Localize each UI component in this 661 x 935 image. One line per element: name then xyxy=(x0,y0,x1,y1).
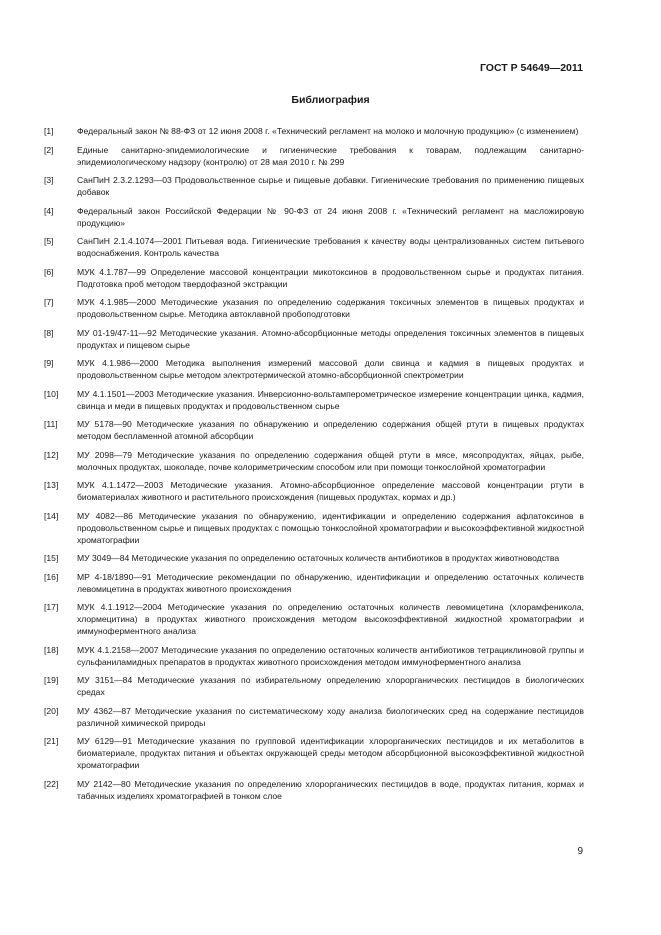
entry-number: [13] xyxy=(44,480,59,490)
page-title: Библиография xyxy=(291,94,370,106)
bibliography-entry xyxy=(44,510,584,546)
entry-number: [11] xyxy=(44,419,58,429)
standard-code: ГОСТ Р 54649—2011 xyxy=(479,62,583,74)
bibliography-entry xyxy=(44,327,584,351)
entry-number: [7] xyxy=(44,297,54,307)
entry-text: Единые санитарно-эпидемиологические и гигиенические требования к товарам, подлежащим санитарно-эпидемиологическому надзору (контролю) от 28 мая 2010 г. № 299 xyxy=(77,144,584,167)
bibliography-entry xyxy=(44,778,584,802)
bibliography-entry xyxy=(44,357,584,381)
entry-number: [12] xyxy=(44,449,59,460)
entry-number: [6] xyxy=(44,266,54,277)
entry-text: МУ 5178—90 Методические указания по обнаружению и определению содержания общей ртути в пищевых продуктах методом беспламенной атомной абсорбции xyxy=(77,419,584,441)
bibliography-entry xyxy=(44,601,584,637)
bibliography-entry xyxy=(44,144,584,168)
bibliography-entry xyxy=(44,296,584,320)
entry-number: [1] xyxy=(44,126,54,136)
bibliography-entry xyxy=(44,449,584,473)
entry-text: МР 4-18/1890—91 Методические рекомендации по обнаружению, идентификации и определению остаточных количеств левомицетина в продуктах животного происхождения xyxy=(77,571,584,594)
entry-text: МУК 4.1.1472—2003 Методические указания. Атомно-абсорбционное определение массовой концентрации ртути в биоматериалах животного и растительного происхождения (пищевых продуктах, кормах и др.) xyxy=(77,480,584,502)
bibliography-entry xyxy=(44,479,584,503)
bibliography-entry xyxy=(44,174,584,198)
entry-number: [18] xyxy=(44,644,59,655)
entry-text: Федеральный закон Российской Федерации № 90-ФЗ от 24 июня 2008 г. «Технический регламент на масложировую продукцию» xyxy=(77,205,584,228)
entry-text: МУК 4.1.2158—2007 Методические указания по определению остаточных количеств антибиотиков тетрациклиновой группы и сульфаниламидных препаратов в продуктах животного происхождения методом иммуноферментного анализа xyxy=(77,644,584,667)
entry-text: МУ 2142—80 Методические указания по определению хлорорганических пестицидов в воде, продуктах питания, кормах и табачных изделиях хроматографией в тонком слое xyxy=(77,778,584,801)
bibliography-entry xyxy=(44,418,584,442)
entry-text: МУ 4.1.1501—2003 Методические указания. Инверсионно-вольтамперометрическое измерение концентрации цинка, кадмия, свинца и меди в пищевых продуктах и продовольственном сырье xyxy=(77,388,584,411)
entry-text: СанПиН 2.1.4.1074—2001 Питьевая вода. Гигиенические требования к качеству воды централизованных систем питьевого водоснабжения. Контроль качества xyxy=(77,236,584,258)
entry-number: [14] xyxy=(44,510,59,521)
bibliography-entry xyxy=(44,205,584,229)
entry-text: Федеральный закон № 88-ФЗ от 12 июня 2008 г. «Технический регламент на молоко и молочную продукцию» (с изменением) xyxy=(77,126,579,136)
entry-number: [3] xyxy=(44,175,54,185)
entry-number: [21] xyxy=(44,736,59,746)
entry-text: МУ 4082—86 Методические указания по обнаружению, идентификации и определению содержания афлатоксинов в продовольственном сырье и пищевых продуктах с помощью тонкослойной хроматографии и высокоэффективной жидкостной хроматографии xyxy=(77,510,584,545)
entry-number: [9] xyxy=(44,358,54,368)
entry-text: МУК 4.1.986—2000 Методика выполнения измерений массовой доли свинца и кадмия в пищевых продуктах и продовольственном сырье методом электротермической атомно-абсорбционной спектрометрии xyxy=(77,358,584,380)
bibliography-list xyxy=(44,125,584,808)
entry-number: [22] xyxy=(44,778,59,789)
entry-text: МУ 4362—87 Методические указания по систематическому ходу анализа биологических сред на содержание пестицидов различной химической природы xyxy=(77,705,584,728)
entry-text: МУК 4.1.787—99 Определение массовой концентрации микотоксинов в продовольственном сырье и продуктах питания. Подготовка проб методом твердофазной экстракции xyxy=(77,266,584,289)
bibliography-entry xyxy=(44,735,584,771)
bibliography-entry xyxy=(44,266,584,290)
entry-number: [19] xyxy=(44,675,59,685)
entry-number: [2] xyxy=(44,144,54,155)
entry-number: [4] xyxy=(44,205,54,216)
entry-number: [15] xyxy=(44,553,59,563)
entry-text: МУ 3049—84 Методические указания по определению остаточных количеств антибиотиков в продуктах животноводства xyxy=(77,553,560,563)
entry-number: [16] xyxy=(44,571,59,582)
entry-text: СанПиН 2.3.2.1293—03 Продовольственное сырье и пищевые добавки. Гигиенические требования по применению пищевых добавок xyxy=(77,175,584,197)
bibliography-entry xyxy=(44,235,584,259)
bibliography-entry xyxy=(44,644,584,668)
entry-text: МУ 01-19/47-11—92 Методические указания. Атомно-абсорбционные методы определения токсичных элементов в пищевых продуктах и пищевом сырье xyxy=(77,327,584,350)
entry-number: [5] xyxy=(44,236,54,246)
bibliography-entry xyxy=(44,388,584,412)
entry-number: [20] xyxy=(44,705,59,716)
bibliography-entry xyxy=(44,674,584,698)
bibliography-entry xyxy=(44,552,584,564)
bibliography-entry xyxy=(44,705,584,729)
entry-text: МУК 4.1.1912—2004 Методические указания по определению остаточных количеств левомицетина (хлорамфеникола, хлормецитина) в продуктах животного происхождения методом высокоэффективной жидкостной хроматографии и иммуноферментного анализа xyxy=(77,602,584,636)
page-number: 9 xyxy=(577,846,583,857)
entry-number: [10] xyxy=(44,388,59,399)
bibliography-entry xyxy=(44,571,584,595)
entry-text: МУ 2098—79 Методические указания по определению содержания общей ртути в мясе, мясопродуктах, яйцах, рыбе, молочных продуктах, шоколаде, почве колориметрическим способом или при помощи тонкослойной хроматографии xyxy=(77,449,584,472)
entry-number: [8] xyxy=(44,327,54,338)
entry-text: МУК 4.1.985—2000 Методические указания по определению содержания токсичных элементов в пищевых продуктах и продовольственном сырье. Методика автоклавной пробоподготовки xyxy=(77,297,584,319)
entry-text: МУ 3151—84 Методические указания по избирательному определению хлорорганических пестицидов в биологических средах xyxy=(77,675,584,697)
entry-text: МУ 6129—91 Методические указания по групповой идентификации хлорорганических пестицидов и их метаболитов в биоматериале, продуктах питания и объектах окружающей среды методом абсорбционной высокоэффективной жидкостной хроматографии xyxy=(77,736,584,770)
entry-number: [17] xyxy=(44,602,59,612)
bibliography-entry xyxy=(44,125,584,137)
